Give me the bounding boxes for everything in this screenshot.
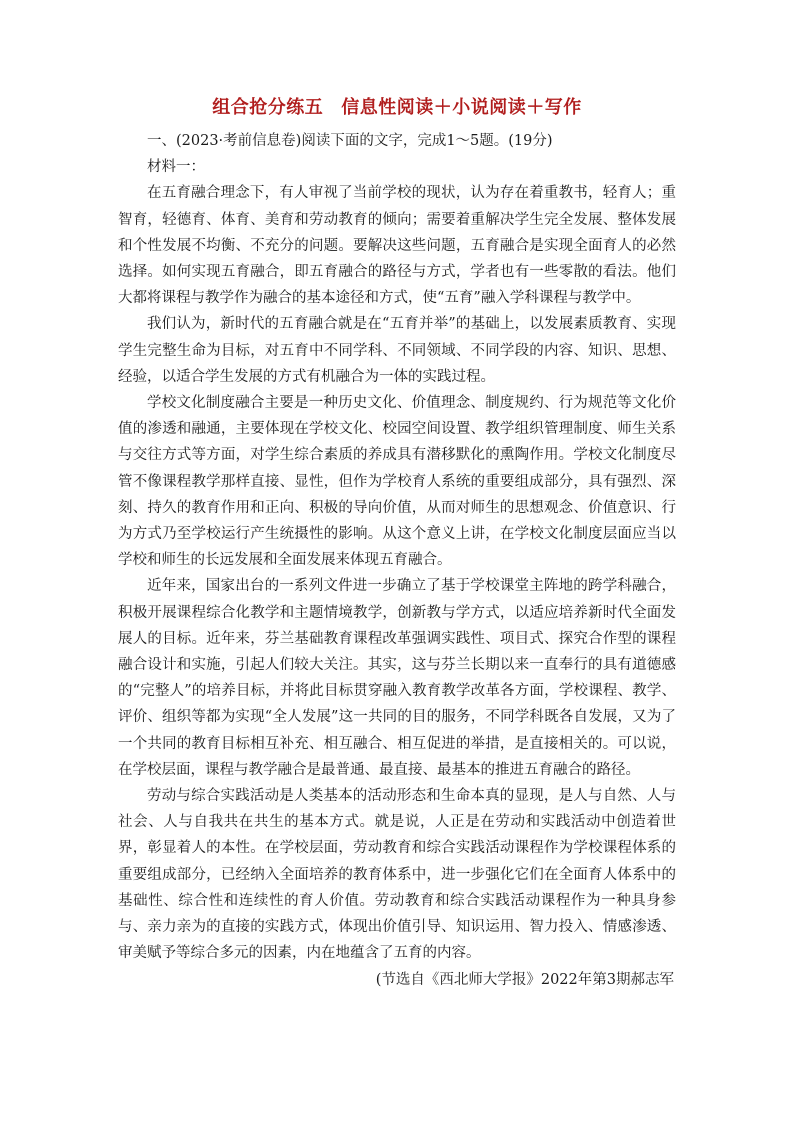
page-title (118, 94, 676, 122)
material-label: 材料一： (147, 159, 205, 176)
title-series: 组合抢分练五 (212, 97, 324, 118)
question-intro: 一、(2023·考前信息卷)阅读下面的文字，完成1～5题。(19分) (147, 133, 553, 149)
title-topic: 信息性阅读＋小说阅读＋写作 (341, 97, 582, 118)
paragraph-2: 我们认为，新时代的五育融合就是在“五育并举”的基础上，以发展素质教育、实现学生完整生命为目标，对五育中不同学科、不同领域、不同学段的内容、知识、思想、经验，以适合学生发展的方式有机融合为一体的实践过程。 (118, 316, 676, 385)
paragraph-3: 学校文化制度融合主要是一种历史文化、价值理念、制度规约、行为规范等文化价值的渗透和融通，主要体现在学校文化、校园空间设置、教学组织管理制度、师生关系与交往方式等方面，对学生综合素质的养成具有潜移默化的熏陶作用。学校文化制度尽管不像课程教学那样直接、显性，但作为学校育人系统的重要组成部分，具有强烈、深刻、持久的教育作用和正向、积极的导向价值，从而对师生的思想观念、价值意识、行为方式乃至学校运行产生统摄性的影响。从这个意义上讲，在学校文化制度层面应当以学校和师生的长远发展和全面发展来体现五育融合。 (118, 395, 676, 569)
paragraph-5: 劳动与综合实践活动是人类基本的活动形态和生命本真的显现，是人与自然、人与社会、人与自我共在共生的基本方式。就是说，人正是在劳动和实践活动中创造着世界，彰显着人的本性。在学校层面，劳动教育和综合实践活动课程作为学校课程体系的重要组成部分，已经纳入全面培养的教育体系中，进一步强化它们在全面育人体系中的基础性、综合性和连续性的育人价值。劳动教育和综合实践活动课程作为一种具身参与、亲力亲为的直接的实践方式，体现出价值引导、知识运用、智力投入、情感渗透、审美赋予等综合多元的因素，内在地蕴含了五育的内容。 (118, 788, 676, 962)
source-citation: (节选自《西北师大学报》2022年第3期郝志军 (375, 971, 674, 988)
paragraph-4: 近年来，国家出台的一系列文件进一步确立了基于学校课堂主阵地的跨学科融合，积极开展课程综合化教学和主题情境教学，创新教与学方式，以适应培养新时代全面发展人的目标。近年来，芬兰基础教育课程改革强调实践性、项目式、探究合作型的课程融合设计和实施，引起人们较大关注。其实，这与芬兰长期以来一直奉行的具有道德感的“完整人”的培养目标，并将此目标贯穿融入教育教学改革各方面，学校课程、教学、评价、组织等都为实现“全人发展”这一共同的目的服务，不同学科既各自发展，又为了一个共同的教育目标相互补充、相互融合、相互促进的举措，是直接相关的。可以说，在学校层面，课程与教学融合是最普通、最直接、最基本的推进五育融合的路径。 (118, 578, 676, 778)
paragraph-1: 在五育融合理念下，有人审视了当前学校的现状，认为存在着重教书，轻育人；重智育，轻德育、体育、美育和劳动教育的倾向；需要着重解决学生完全发展、整体发展和个性发展不均衡、不充分的问题。要解决这些问题，五育融合是实现全面育人的必然选择。如何实现五育融合，即五育融合的路径与方式，学者也有一些零散的看法。他们大都将课程与教学作为融合的基本途径和方式，使“五育”融入学科课程与教学中。 (118, 185, 676, 307)
document-page (118, 94, 676, 993)
